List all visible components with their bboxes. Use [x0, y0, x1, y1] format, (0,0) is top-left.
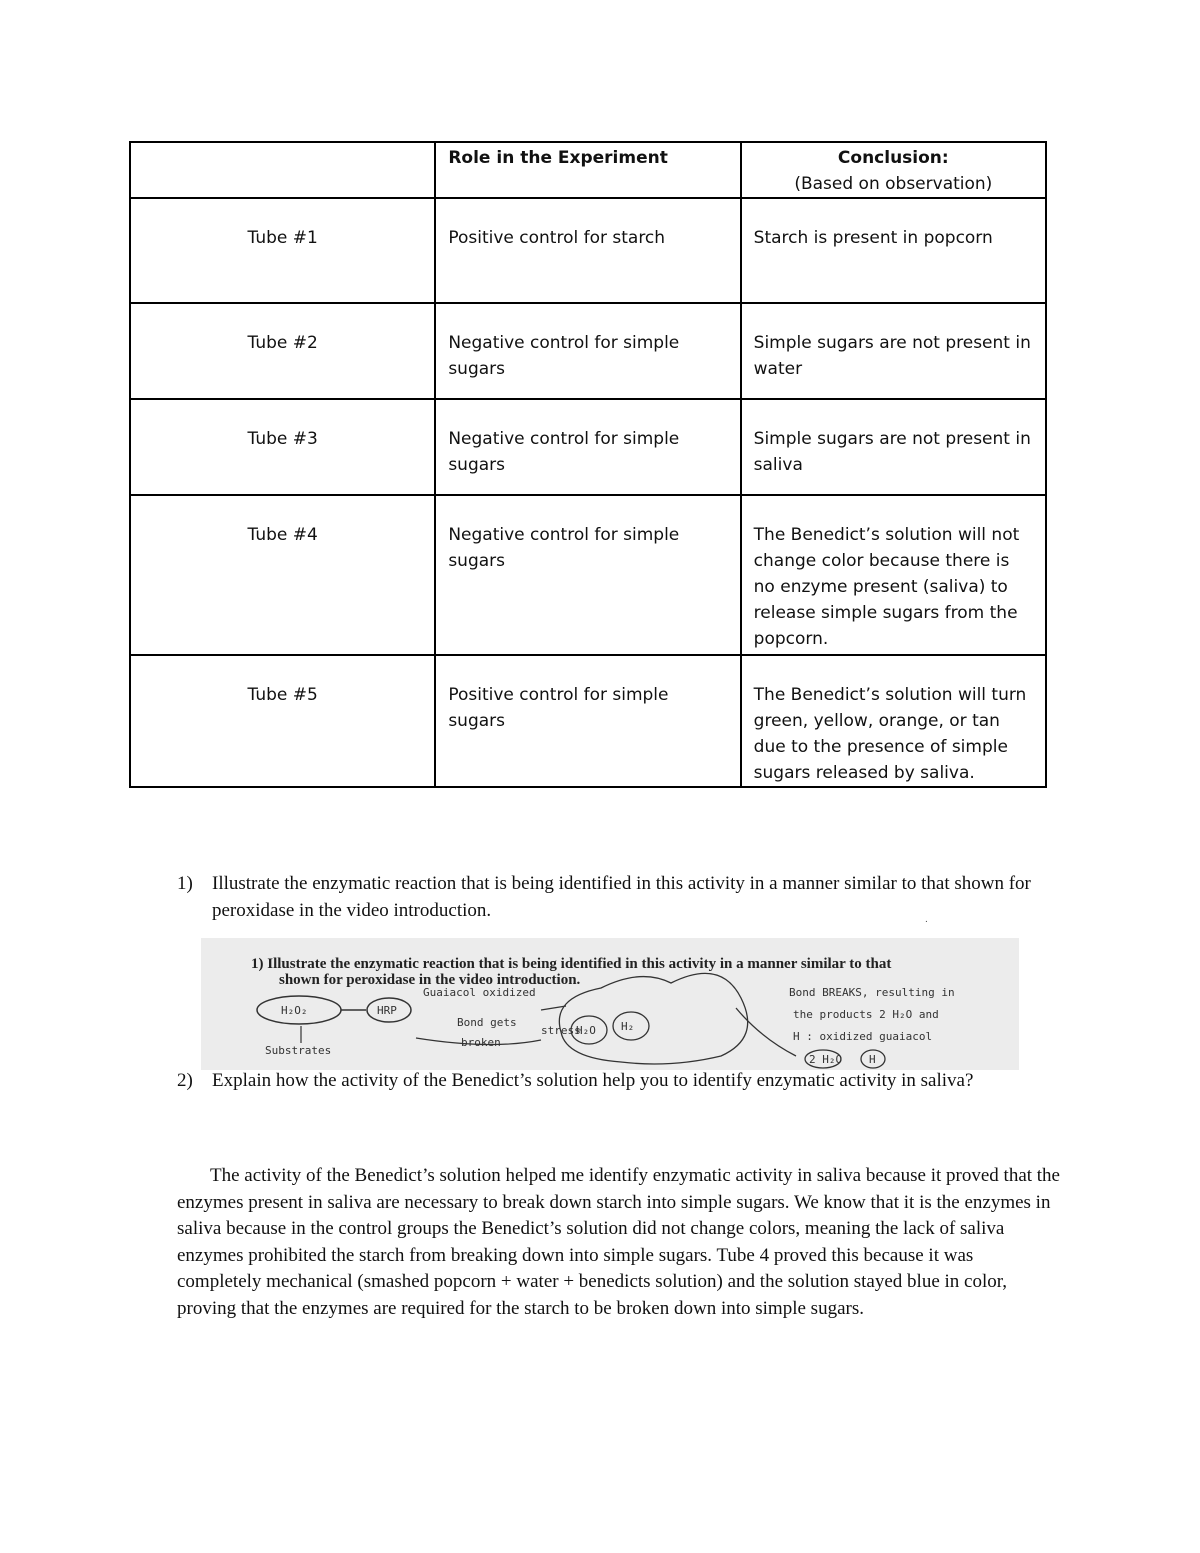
conclusion-cell: The Benedict’s solution will not change color because there is no enzyme present (saliva) to release simple sugars from the popcorn. [741, 495, 1046, 655]
header-blank-cell [130, 142, 435, 198]
tube-cell: Tube #5 [130, 655, 435, 787]
table-row [130, 399, 1046, 495]
table-row [130, 495, 1046, 655]
sketch-printed-line1: 1) Illustrate the enzymatic reaction that is being identified in this activity in a manner similar to that [251, 956, 892, 972]
conclusion-cell: The Benedict’s solution will turn green, yellow, orange, or tan due to the presence of simple sugars released by saliva. [741, 655, 1046, 787]
sketch-circ2: H [869, 1053, 876, 1066]
sketch-substrates: Substrates [265, 1044, 332, 1057]
tube-cell: Tube #1 [130, 198, 435, 303]
role-cell: Positive control for starch [435, 198, 740, 303]
sketch-arrow [736, 1008, 796, 1056]
sketch-drawing [201, 938, 1019, 1070]
header-role-label: Role in the Experiment [448, 148, 668, 168]
sketch-broken: broken [461, 1036, 501, 1049]
role-cell: Negative control for simple sugars [435, 495, 740, 655]
header-conclusion-sub: (Based on observation) [794, 174, 993, 194]
stray-mark: . [925, 914, 928, 925]
sketch-stress: stress [541, 1024, 581, 1037]
sketch-right2: the products 2 H₂O and [793, 1008, 939, 1021]
question-text: Explain how the activity of the Benedict’s solution help you to identify enzymatic activity in saliva? [212, 1070, 974, 1091]
conclusion-cell: Simple sugars are not present in saliva [741, 399, 1046, 495]
question-number: 2) [177, 1070, 193, 1091]
header-conclusion [741, 142, 1046, 198]
sketch-bond: Bond gets [457, 1016, 517, 1029]
question-text: Illustrate the enzymatic reaction that is being identified in this activity in a manner similar to that shown for peroxidase in the video introduction. [212, 873, 1031, 921]
sketch-circ1: 2 H₂O [809, 1053, 843, 1066]
tube-cell: Tube #4 [130, 495, 435, 655]
sketch-mol: H₂ [621, 1020, 635, 1033]
conclusion-cell: Simple sugars are not present in water [741, 303, 1046, 399]
table-row [130, 198, 1046, 303]
tube-cell: Tube #3 [130, 399, 435, 495]
role-cell: Negative control for simple sugars [435, 399, 740, 495]
tube-cell: Tube #2 [130, 303, 435, 399]
scanned-sketch-image [201, 938, 1019, 1070]
sketch-guaiacol: Guaiacol oxidized [423, 986, 536, 999]
role-cell: Negative control for simple sugars [435, 303, 740, 399]
role-cell: Positive control for simple sugars [435, 655, 740, 787]
sketch-right1: Bond BREAKS, resulting in [789, 986, 955, 999]
table-row [130, 655, 1046, 787]
sketch-h2o2: H₂O₂ [281, 1004, 308, 1017]
sketch-right3: H : oxidized guaiacol [793, 1030, 933, 1043]
table-header-row [130, 142, 1046, 198]
question-number: 1) [177, 873, 193, 894]
enzyme-blob [559, 973, 747, 1064]
answer-paragraph: The activity of the Benedict’s solution helped me identify enzymatic activity in saliva because it proved that the enzymes present in saliva are necessary to break down starch into simple sugars. We know that it is the enzymes in saliva because in the control groups the Benedict’s solution did not change colors, meaning the lack of saliva enzymes prohibited the starch from breaking down into simple sugars. Tube 4 proved this because it was completely mechanical (smashed popcorn + water + benedicts solution) and the solution stayed blue in color, proving that the enzymes are required for the starch to be broken down into simple sugars. [177, 1165, 1060, 1319]
table-row [130, 303, 1046, 399]
conclusion-cell: Starch is present in popcorn [741, 198, 1046, 303]
question-2 [177, 1067, 1057, 1094]
sketch-hrp: HRP [377, 1004, 397, 1017]
results-table [129, 141, 1047, 788]
sketch-h2o: H₂O [576, 1024, 596, 1037]
header-role [435, 142, 740, 198]
header-conclusion-label: Conclusion: [837, 148, 949, 168]
sketch-printed-line2: shown for peroxidase in the video introduction. [279, 972, 581, 988]
